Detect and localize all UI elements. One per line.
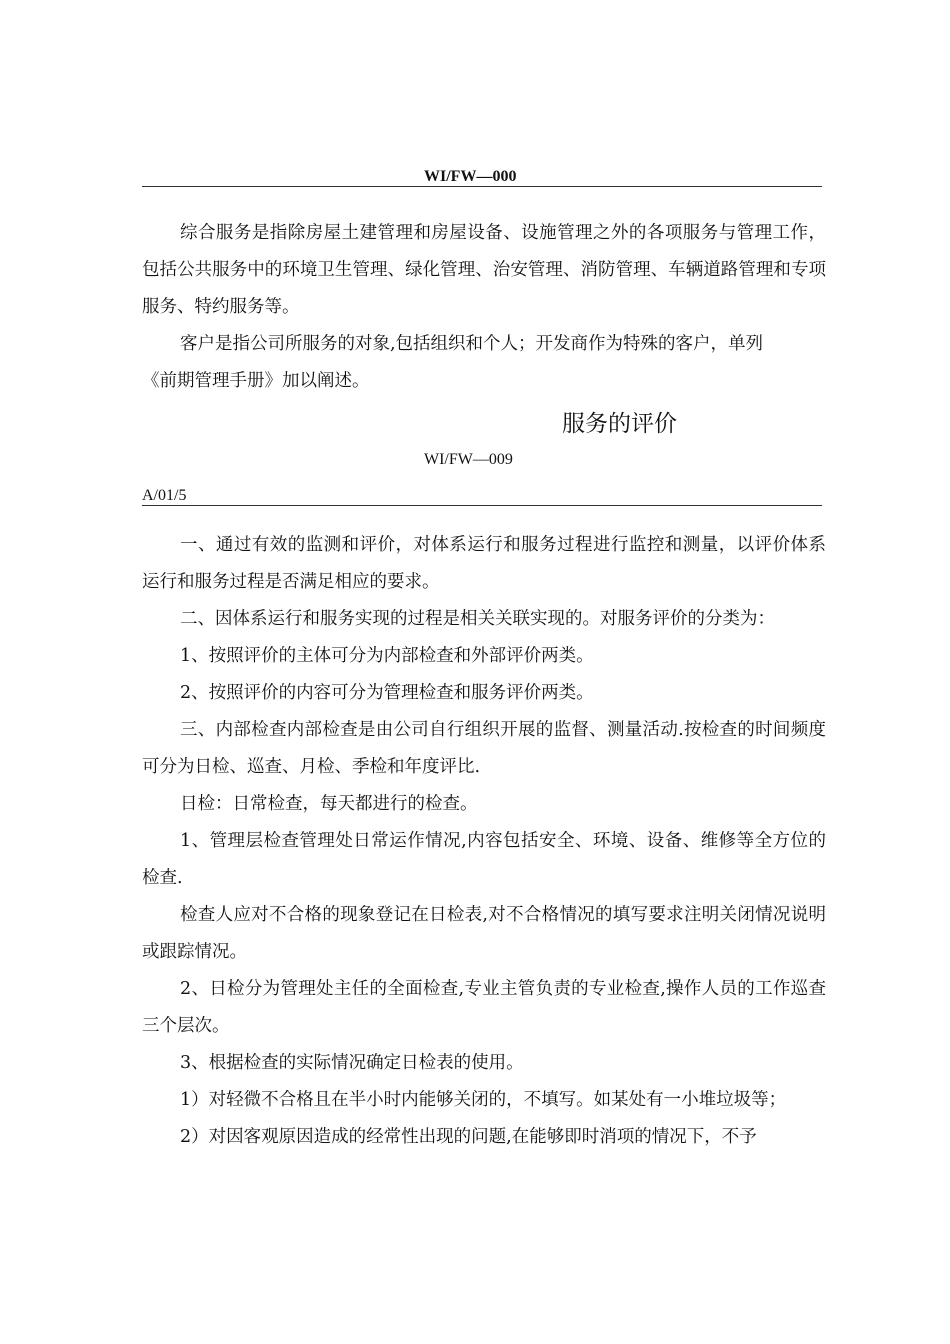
intro-paragraph-2-line-2: 《前期管理手册》加以阐述。 xyxy=(142,371,370,391)
body-paragraph-5: 三、内部检查内部检查是由公司自行组织开展的监督、测量活动.按检查的时间频度可分为日检、巡查、月检、季检和年度评比. xyxy=(142,720,826,777)
body-paragraph-8: 检查人应对不合格的现象登记在日检表,对不合格情况的填写要求注明关闭情况说明或跟踪情况。 xyxy=(142,905,826,962)
intro-paragraph-1: 综合服务是指除房屋土建管理和房屋设备、设施管理之外的各项服务与管理工作，包括公共服务中的环境卫生管理、绿化管理、治安管理、消防管理、车辆道路管理和专项服务、特约服务等。 xyxy=(142,223,826,317)
body-paragraph-11: 1）对轻微不合格且在半小时内能够关闭的，不填写。如某处有一小堆垃圾等； xyxy=(180,1090,787,1110)
section-title: 服务的评价 xyxy=(562,411,677,437)
body-paragraph-7: 1、管理层检查管理处日常运作情况,内容包括安全、环境、设备、维修等全方位的检查. xyxy=(142,831,826,888)
header-doc-code: WI/FW—000 xyxy=(424,168,517,185)
header-rule xyxy=(142,186,822,187)
body-paragraph-10: 3、根据检查的实际情况确定日检表的使用。 xyxy=(180,1053,524,1073)
intro-paragraph-2-line-1: 客户是指公司所服务的对象,包括组织和个人；开发商作为特殊的客户，单列 xyxy=(180,334,764,354)
intro-section xyxy=(142,215,826,400)
body-paragraph-12: 2）对因客观原因造成的经常性出现的问题,在能够即时消项的情况下，不予 xyxy=(180,1127,757,1147)
body-section xyxy=(142,527,826,1156)
section-rule xyxy=(142,505,822,506)
body-paragraph-1: 一、通过有效的监测和评价，对体系运行和服务过程进行监控和测量，以评价体系运行和服务过程是否满足相应的要求。 xyxy=(142,535,826,592)
body-paragraph-2: 二、因体系运行和服务实现的过程是相关关联实现的。对服务评价的分类为： xyxy=(180,609,775,629)
revision-code: A/01/5 xyxy=(142,487,187,504)
body-paragraph-6: 日检：日常检查，每天都进行的检查。 xyxy=(180,794,478,814)
body-paragraph-3: 1、按照评价的主体可分为内部检查和外部评价两类。 xyxy=(180,646,594,666)
body-paragraph-4: 2、按照评价的内容可分为管理检查和服务评价两类。 xyxy=(180,683,594,703)
section-doc-code: WI/FW—009 xyxy=(424,451,513,468)
body-paragraph-9: 2、日检分为管理处主任的全面检查,专业主管负责的专业检查,操作人员的工作巡查三个层次。 xyxy=(142,979,826,1036)
